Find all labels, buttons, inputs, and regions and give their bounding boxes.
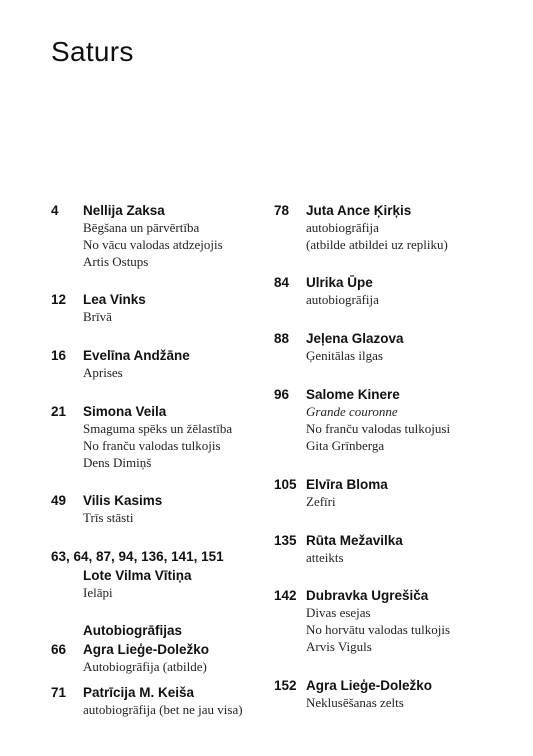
work-title: Neklusēšanas zelts	[306, 695, 404, 710]
page-number: 21	[51, 404, 67, 419]
translator-name: Dens Dimiņš	[83, 455, 152, 470]
work-title: Brīvā	[83, 309, 112, 324]
author-name: Patrīcija M. Keiša	[83, 685, 195, 700]
page-number: 105	[274, 477, 297, 492]
author-name: Vilis Kasims	[83, 493, 163, 508]
translator-note: No franču valodas tulkojis	[83, 438, 221, 453]
author-name: Nellija Zaksa	[83, 203, 165, 218]
page-number: 49	[51, 493, 67, 508]
work-title: autobiogrāfija (bet ne jau visa)	[83, 702, 243, 717]
author-name: Simona Veila	[83, 404, 167, 419]
page-number: 4	[51, 203, 59, 218]
page-number: 66	[51, 642, 67, 657]
page-number: 84	[274, 275, 290, 290]
work-subtitle: (atbilde atbildei uz repliku)	[306, 237, 448, 252]
author-name: Dubravka Ugrešiča	[306, 588, 429, 603]
author-name: Lea Vinks	[83, 292, 146, 307]
translator-note: No horvātu valodas tulkojis	[306, 622, 451, 637]
page-number: 152	[274, 678, 297, 693]
translator-name: Gita Grīnberga	[306, 438, 385, 453]
work-title: Ielāpi	[83, 585, 113, 600]
work-title: Trīs stāsti	[83, 510, 134, 525]
work-title: Aprises	[83, 365, 123, 380]
author-name: Elvīra Bloma	[306, 477, 388, 492]
work-title: atteikts	[306, 550, 344, 565]
work-title: autobiogrāfija	[306, 220, 379, 235]
translator-note: No franču valodas tulkojusi	[306, 421, 451, 436]
page-number: 135	[274, 533, 297, 548]
translator-note: No vācu valodas atdzejojis	[83, 237, 223, 252]
author-name: Salome Kinere	[306, 387, 400, 402]
author-name: Agra Lieģe-Doležko	[83, 642, 210, 657]
author-name: Ulrika Ūpe	[306, 275, 373, 290]
page-number: 78	[274, 203, 290, 218]
page-number: 71	[51, 685, 67, 700]
work-title: Bēgšana un pārvērtība	[83, 220, 200, 235]
work-title: autobiogrāfija	[306, 292, 379, 307]
author-name: Jeļena Glazova	[306, 331, 404, 346]
section-heading: Autobiogrāfijas	[83, 623, 183, 638]
author-name: Agra Lieģe-Doležko	[306, 678, 433, 693]
author-name: Rūta Mežavilka	[306, 533, 403, 548]
work-title: Zefīri	[306, 494, 336, 509]
author-name: Lote Vilma Vītiņa	[83, 568, 192, 583]
page-number: 88	[274, 331, 290, 346]
page-number: 16	[51, 348, 67, 363]
work-title: Ģenitālas ilgas	[306, 348, 383, 363]
work-title: Smaguma spēks un žēlastība	[83, 421, 233, 436]
page-title: Saturs	[51, 36, 134, 67]
page-number: 96	[274, 387, 290, 402]
page-number: 12	[51, 292, 67, 307]
page-numbers-list: 63, 64, 87, 94, 136, 141, 151	[51, 549, 224, 564]
author-name: Juta Ance Ķirķis	[306, 203, 412, 218]
work-title: Divas esejas	[306, 605, 371, 620]
author-name: Evelīna Andžāne	[83, 348, 190, 363]
translator-name: Artis Ostups	[83, 254, 149, 269]
work-title: Autobiogrāfija (atbilde)	[83, 659, 207, 674]
translator-name: Arvis Viguls	[306, 639, 372, 654]
work-title: Grande couronne	[306, 404, 398, 419]
page-number: 142	[274, 588, 297, 603]
